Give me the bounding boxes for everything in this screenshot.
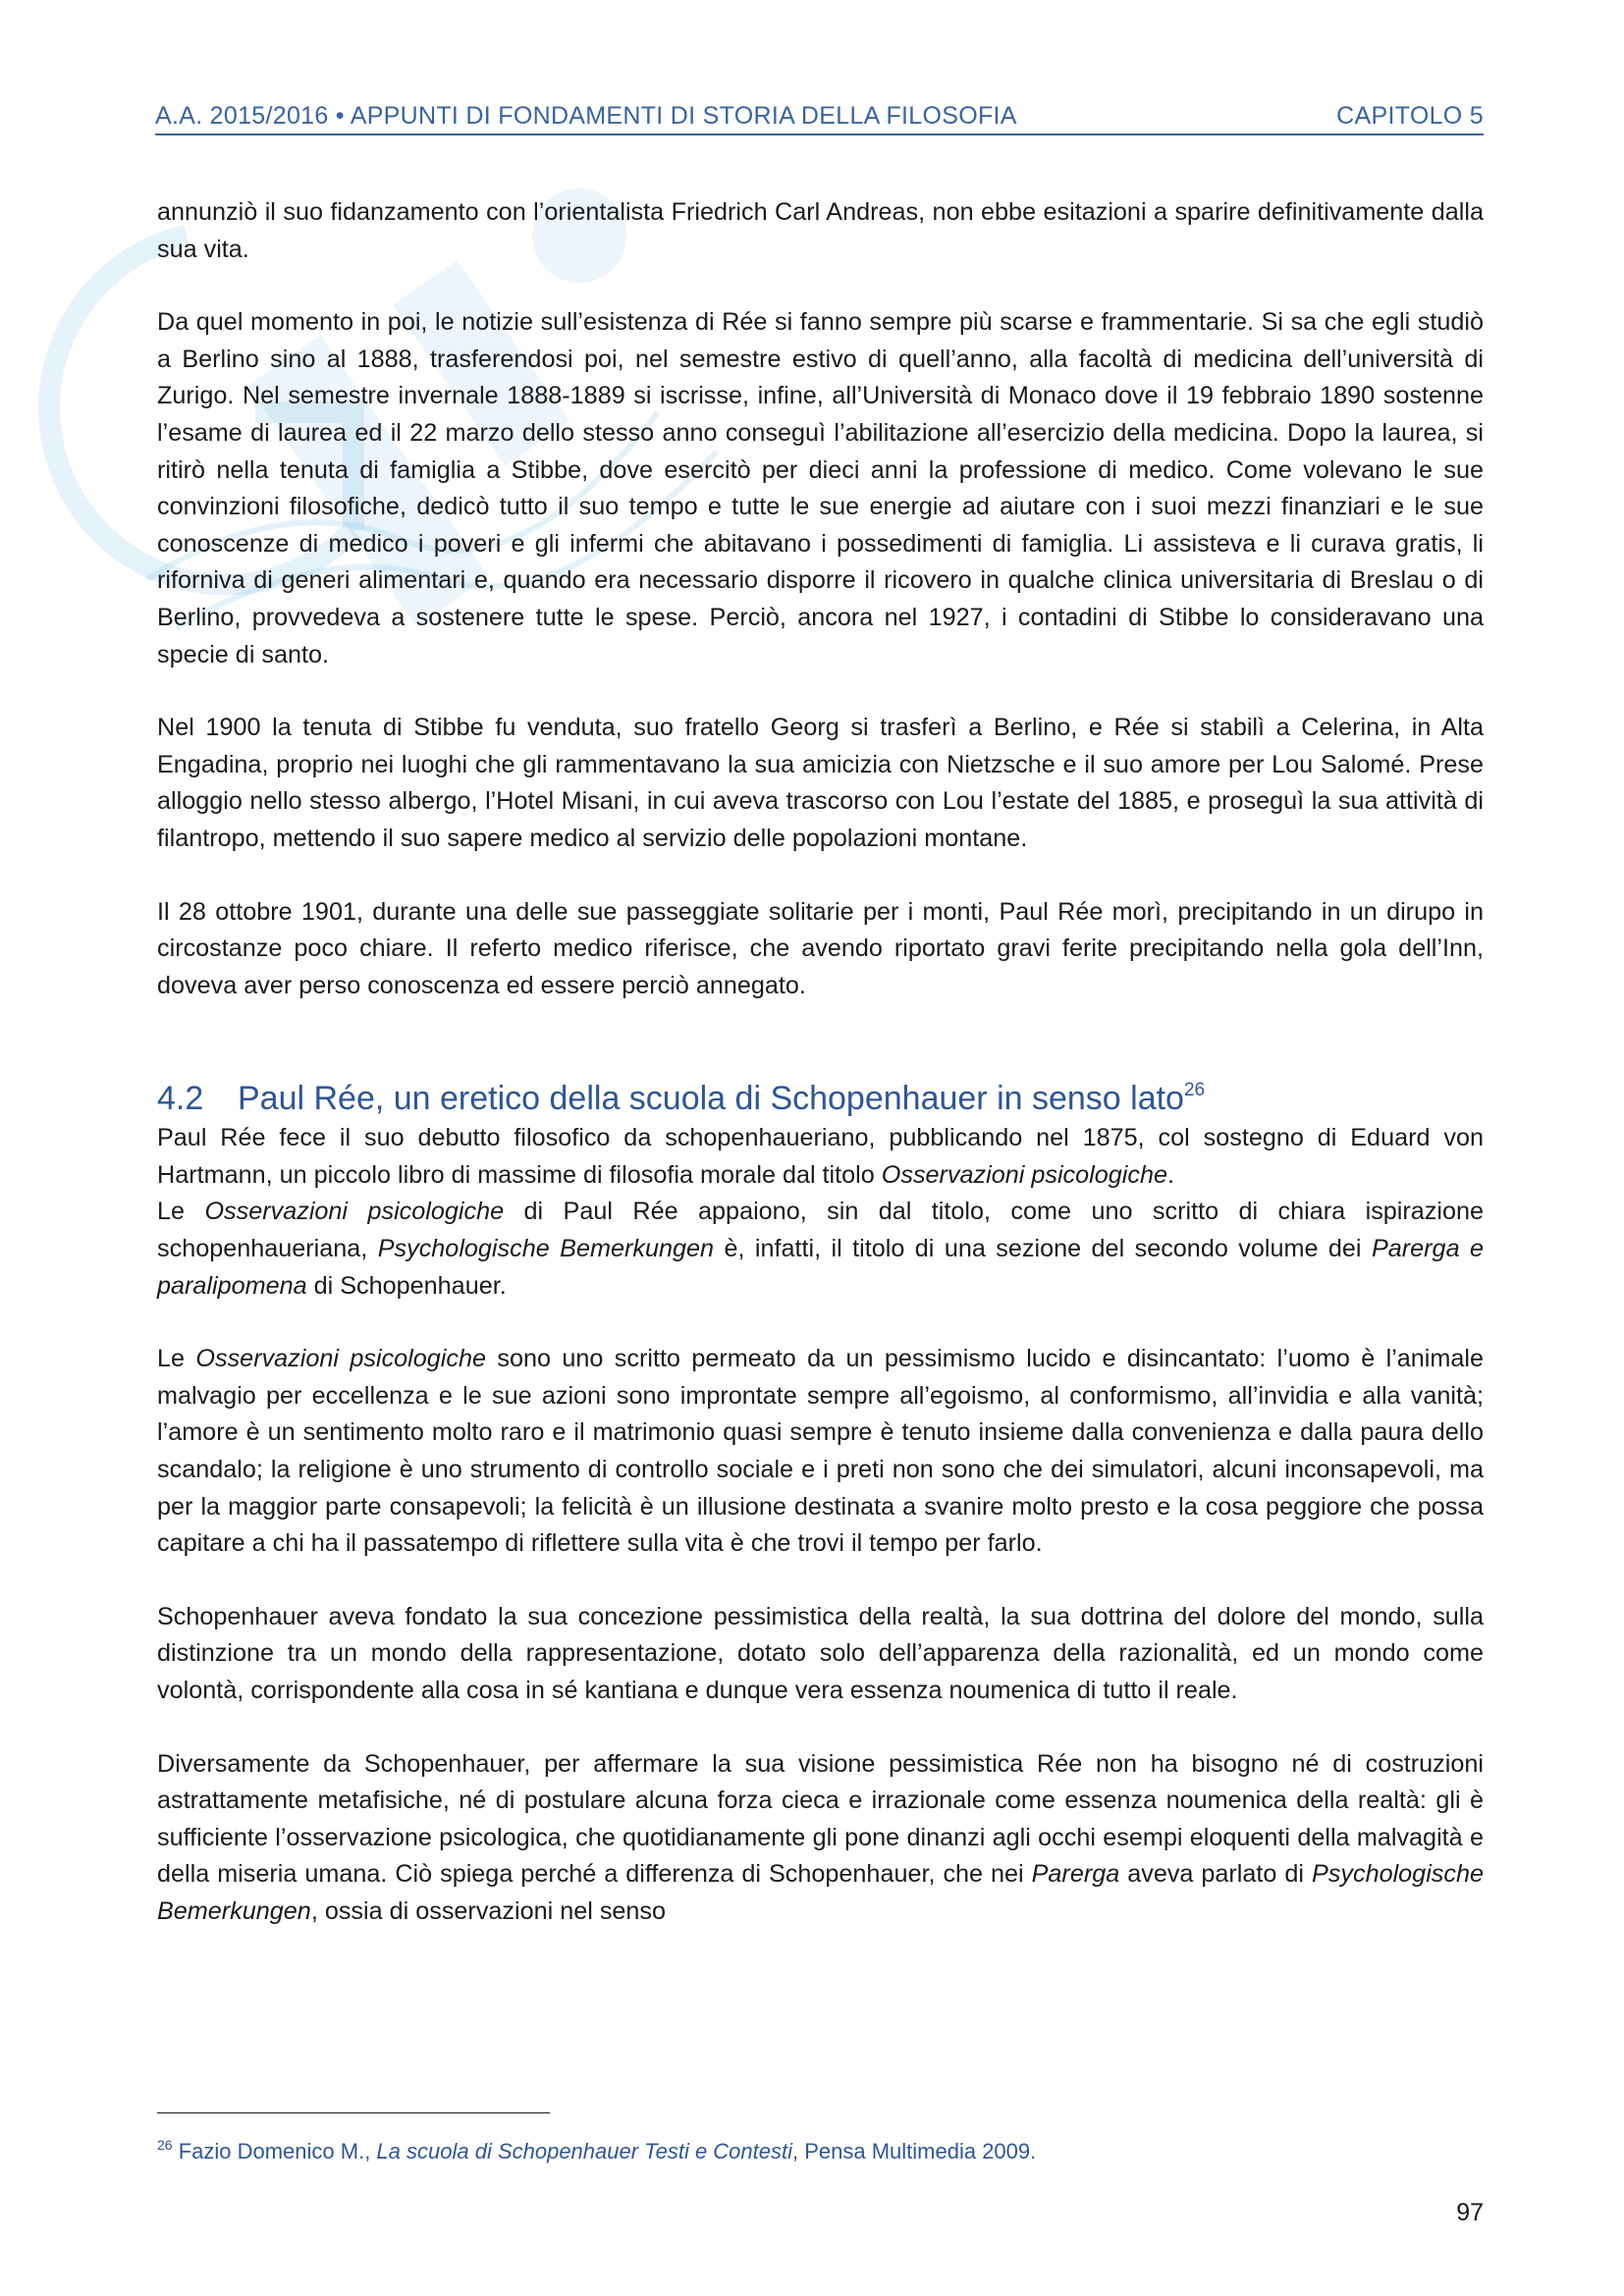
paragraph: Schopenhauer aveva fondato la sua concezione pessimistica della realtà, la sua dottrina del dolore del mondo, sulla distinzione tra un mondo della rappresentazione, dotato solo dell’apparenza della razionalità, ed un mondo come volontà, corrispondente alla cosa in sé kantiana e dunque vera essenza noumenica di tutto il reale. xyxy=(157,1602,1484,1704)
text-run: , ossia di osservazioni nel senso xyxy=(310,1896,667,1925)
footnote xyxy=(157,2130,1484,2166)
paragraph: Nel 1900 la tenuta di Stibbe fu venduta, suo fratello Georg si trasferì a Berlino, e Rée si stabilì a Celerina, in Alta Engadina, proprio nei luoghi che gli rammentavano la sua amicizia con Nietzsche e il suo amore per Lou Salomé. Prese alloggio nello stesso albergo, l’Hotel Misani, in cui aveva trascorso con Lou l’estate del 1885, e proseguì la sua attività di filantropo, mettendo il suo sapere medico al servizio delle popolazioni montane. xyxy=(157,714,1484,852)
paragraph: annunziò il suo fidanzamento con l’orientalista Friedrich Carl Andreas, non ebbe esitazioni a sparire definitivamente dalla sua vita. xyxy=(157,198,1484,263)
text-run: Le xyxy=(157,1345,196,1373)
text-run: è, infatti, il titolo di una sezione del secondo volume dei xyxy=(714,1235,1372,1263)
text-run: Diversamente da Schopenhauer, per affermare la sua visione pessimistica Rée non ha bisogno né di costruzioni astrattamente metafisiche, né di postulare alcuna forza cieca e irrazionale come essenza noumenica della realtà: gli è sufficiente l’osservazione psicologica, che quotidianamente gli pone dinanzi agli occhi esempi eloquenti della malvagità e della miseria umana. Ciò spiega perché a differenza di Schopenhauer, che nei xyxy=(157,1749,1484,1889)
text-run: Le xyxy=(157,1198,205,1226)
book-title: Osservazioni psicologiche xyxy=(195,1345,486,1373)
text-run: . xyxy=(1166,1160,1174,1189)
footnote-separator xyxy=(157,2112,550,2113)
text-run: Paul Rée fece il suo debutto filosofico da schopenhaueriano, pubblicando nel 1875, col sostegno di Eduard von Hartmann, un piccolo libro di massime di filosofia morale dal titolo xyxy=(157,1124,1484,1189)
footnote-marker: 26 xyxy=(157,2137,173,2153)
page-number: 97 xyxy=(1456,2199,1484,2226)
book-title: Parerga xyxy=(1031,1860,1120,1889)
section-heading xyxy=(157,1069,1484,1120)
book-title: Psychologische Bemerkungen xyxy=(157,1860,1484,1925)
footnote-author: Fazio Domenico M., xyxy=(172,2139,377,2163)
running-header xyxy=(155,98,1484,135)
paragraph xyxy=(157,1746,1484,1931)
footnote-reference[interactable]: 26 xyxy=(1183,1080,1206,1101)
footnote-publisher: , Pensa Multimedia 2009. xyxy=(792,2139,1037,2163)
header-course-title: A.A. 2015/2016 • APPUNTI DI FONDAMENTI DI STORIA DELLA FILOSOFIA xyxy=(155,102,1017,130)
book-title: Psychologische Bemerkungen xyxy=(377,1235,714,1263)
book-title: Osservazioni psicologiche xyxy=(881,1160,1167,1189)
text-run: di Schopenhauer. xyxy=(306,1271,507,1300)
paragraph xyxy=(157,1120,1484,1194)
paragraph: Da quel momento in poi, le notizie sull’esistenza di Rée si fanno sempre più scarse e frammentarie. Si sa che egli studiò a Berlino sino al 1888, trasferendosi poi, nel semestre estivo di quell’anno, alla facoltà di medicina dell’università di Zurigo. Nel semestre invernale 1888-1889 si iscrisse, infine, all’Università di Monaco dove il 19 febbraio 1890 sostenne l’esame di laurea ed il 22 marzo dello stesso anno conseguì l’abilitazione all’esercizio della medicina. Dopo la laurea, si ritirò nella tenuta di famiglia a Stibbe, dove esercitò per dieci anni la professione di medico. Come volevano le sue convinzioni filosofiche, dedicò tutto il suo tempo e tutte le sue energie ad aiutare con i suoi mezzi finanziari e le sue conoscenze di medico i poveri e gli infermi che abitavano i possedimenti di famiglia. Li assisteva e li curava gratis, li riforniva di generi alimentari e, quando era necessario disporre il ricovero in qualche clinica universitaria di Breslau o di Berlino, provvedeva a sostenere tutte le spese. Perciò, ancora nel 1927, i contadini di Stibbe lo consideravano una specie di santo. xyxy=(157,308,1484,668)
paragraph xyxy=(157,1341,1484,1563)
text-run: aveva parlato di xyxy=(1119,1860,1312,1889)
section-number: 4.2 xyxy=(157,1080,204,1118)
book-title: Parerga e paralipomena xyxy=(157,1235,1485,1300)
text-run: sono uno scritto permeato da un pessimismo lucido e disincantato: l’uomo è l’animale malvagio per eccellenza e le sue azioni sono improntate sempre all’egoismo, al conformismo, all’invidia e alla vanità; l’amore è un sentimento molto raro e il matrimonio quasi sempre è tenuto insieme dalla convenienza e dalla paura dello scandalo; la religione è uno strumento di controllo sociale e i preti non sono che dei simulatori, alcuni inconsapevoli, ma per la maggior parte consapevoli; la felicità è un illusione destinata a svanire molto presto e la cosa peggiore che possa capitare a chi ha il passatempo di riflettere sulla vita è che trovi il tempo per farlo. xyxy=(157,1345,1484,1558)
body-text xyxy=(157,194,1484,1931)
header-chapter: CAPITOLO 5 xyxy=(1336,102,1484,130)
paragraph xyxy=(157,1194,1484,1305)
section-title: Paul Rée, un eretico della scuola di Schopenhauer in senso lato xyxy=(238,1080,1184,1118)
footnote-book-title: La scuola di Schopenhauer Testi e Contesti xyxy=(376,2139,792,2163)
text-run: di Paul Rée appaiono, sin dal titolo, come uno scritto di chiara ispirazione schopenhaueriana, xyxy=(157,1198,1484,1263)
paragraph: Il 28 ottobre 1901, durante una delle sue passeggiate solitarie per i monti, Paul Rée morì, precipitando in un dirupo in circostanze poco chiare. Il referto medico riferisce, che avendo riportato gravi ferite precipitando nella gola dell’Inn, doveva aver perso conoscenza ed essere perciò annegato. xyxy=(157,897,1484,999)
book-title: Osservazioni psicologiche xyxy=(204,1198,505,1226)
